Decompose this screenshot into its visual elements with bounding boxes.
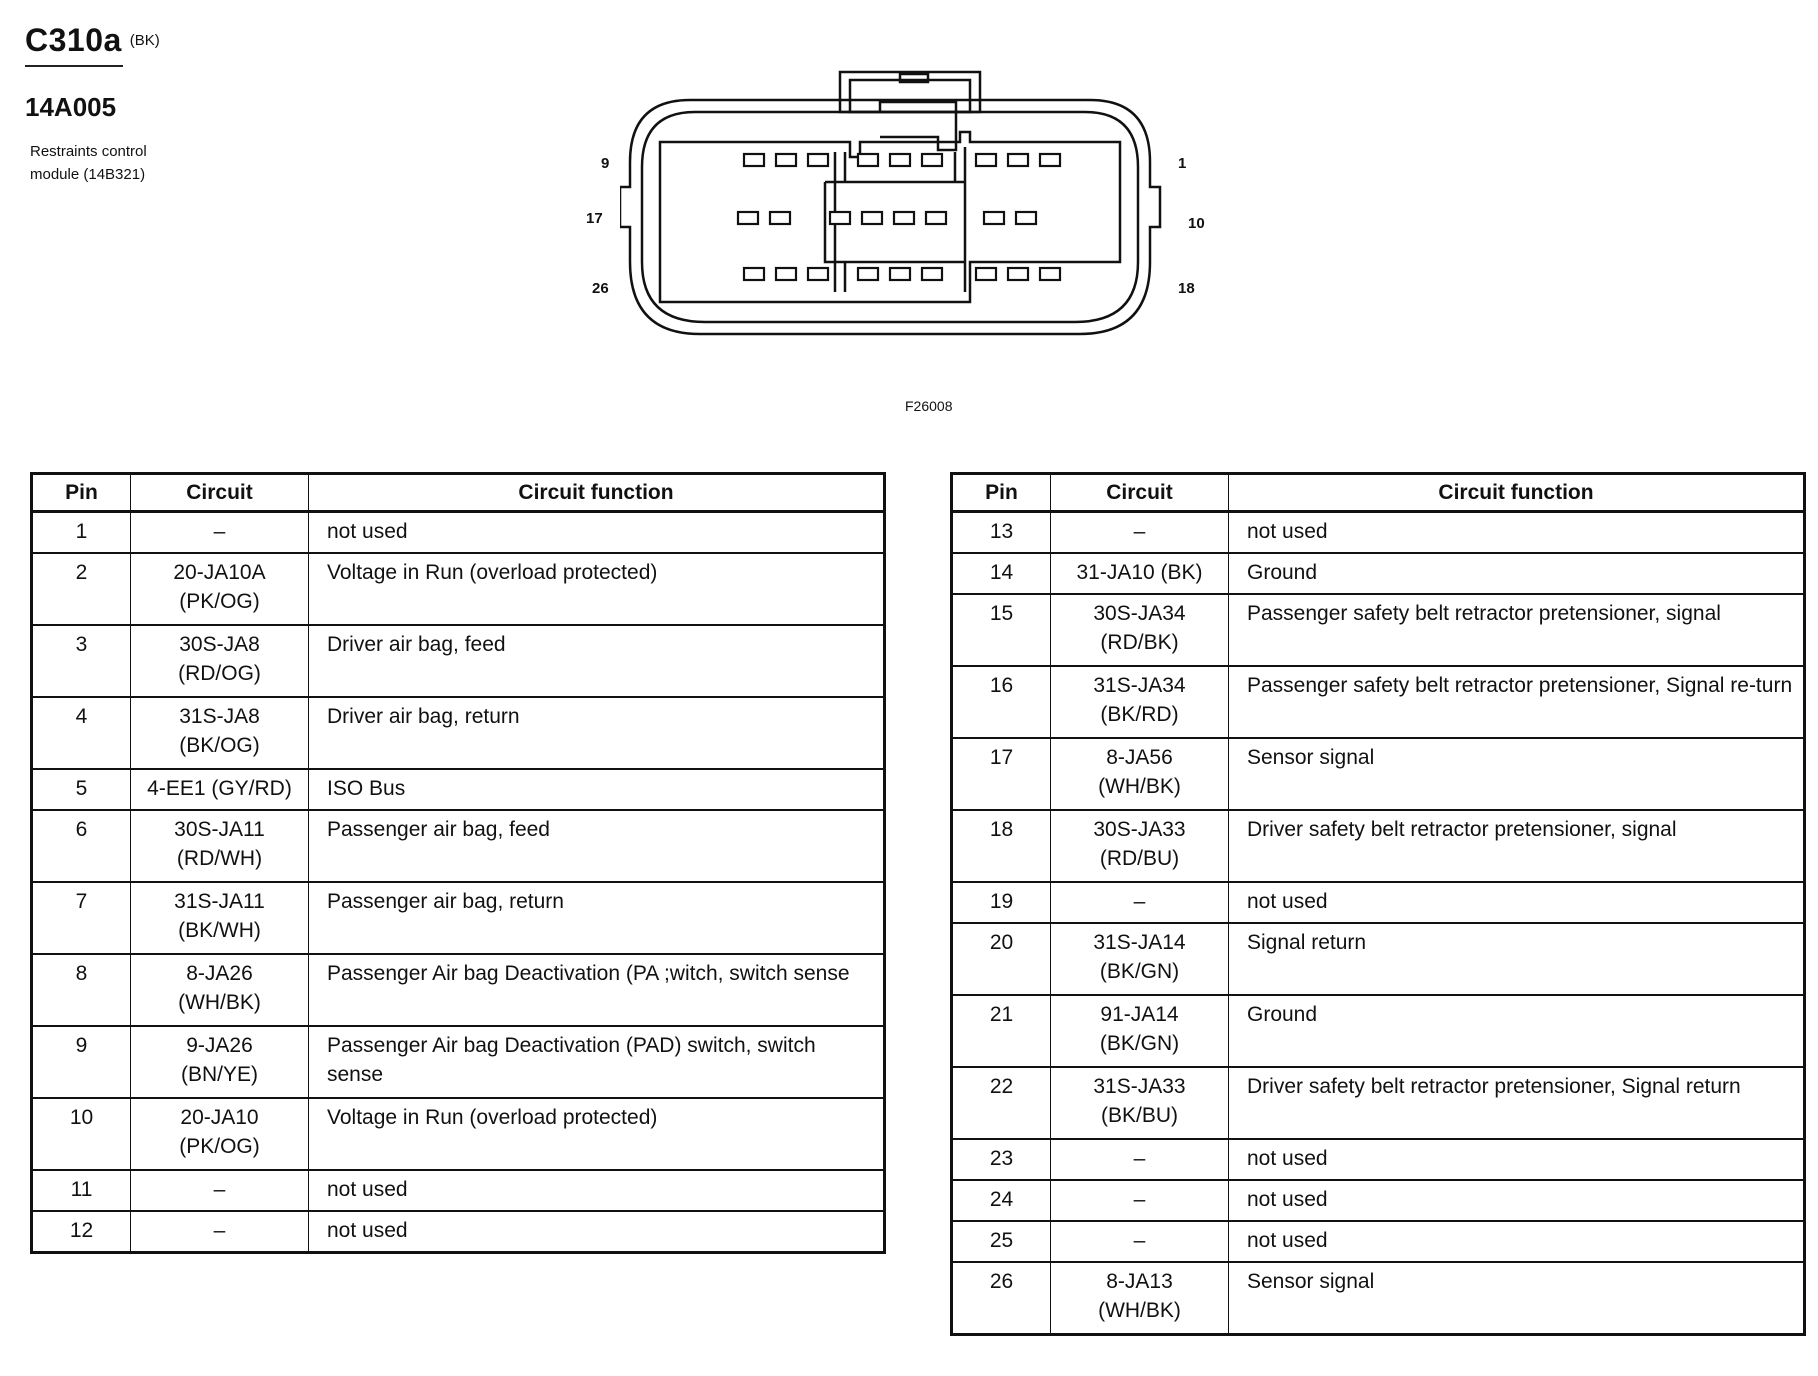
function-cell: Passenger safety belt retractor pretensioner, signal xyxy=(1229,594,1805,666)
table-row xyxy=(32,697,885,769)
title-underline xyxy=(25,65,123,67)
pin-cell: 5 xyxy=(32,769,131,810)
table-row xyxy=(952,1139,1805,1180)
circuit-cell: – xyxy=(131,512,309,554)
pin-cell: 4 xyxy=(32,697,131,769)
pin-cell: 3 xyxy=(32,625,131,697)
table-row xyxy=(952,1221,1805,1262)
pin-cell: 8 xyxy=(32,954,131,1026)
circuit-cell: – xyxy=(1051,512,1229,554)
pin-cell: 18 xyxy=(952,810,1051,882)
circuit-cell: 8-JA56 (WH/BK) xyxy=(1051,738,1229,810)
function-cell: not used xyxy=(1229,1221,1805,1262)
pin-label-17: 17 xyxy=(586,210,603,227)
table-row xyxy=(32,954,885,1026)
circuit-cell: – xyxy=(1051,1180,1229,1221)
circuit-cell: 31S-JA8 (BK/OG) xyxy=(131,697,309,769)
circuit-cell: 9-JA26 (BN/YE) xyxy=(131,1026,309,1098)
pin-cell: 7 xyxy=(32,882,131,954)
latch-inner xyxy=(850,80,970,112)
pin-cell: 6 xyxy=(32,810,131,882)
circuit-cell: – xyxy=(1051,1221,1229,1262)
function-cell: Signal return xyxy=(1229,923,1805,995)
connector-outer-shell xyxy=(620,100,1160,334)
function-cell: not used xyxy=(1229,1139,1805,1180)
function-cell: Sensor signal xyxy=(1229,738,1805,810)
circuit-cell: 31-JA10 (BK) xyxy=(1051,553,1229,594)
circuit-cell: 30S-JA34 (RD/BK) xyxy=(1051,594,1229,666)
table-header-row xyxy=(952,474,1805,512)
table-row xyxy=(32,882,885,954)
circuit-cell: 31S-JA11 (BK/WH) xyxy=(131,882,309,954)
pin-cell: 13 xyxy=(952,512,1051,554)
function-cell: Passenger Air bag Deactivation (PAD) switch, switch sense xyxy=(309,1026,885,1098)
latch-outer xyxy=(840,72,980,112)
pinout-table-right xyxy=(950,472,1806,1336)
function-cell: Passenger Air bag Deactivation (PA ;witch, switch sense xyxy=(309,954,885,1026)
connector-title-block xyxy=(25,22,160,67)
circuit-cell: – xyxy=(1051,882,1229,923)
table-row xyxy=(32,1170,885,1211)
pin-cell: 15 xyxy=(952,594,1051,666)
table-row xyxy=(952,882,1805,923)
pin-cell: 21 xyxy=(952,995,1051,1067)
function-cell: not used xyxy=(309,1170,885,1211)
circuit-cell: 20-JA10 (PK/OG) xyxy=(131,1098,309,1170)
pin-cell: 22 xyxy=(952,1067,1051,1139)
function-cell: Passenger safety belt retractor pretensioner, Signal re-turn xyxy=(1229,666,1805,738)
function-cell: Passenger air bag, feed xyxy=(309,810,885,882)
connector-inner-shell xyxy=(642,112,1138,322)
table-row xyxy=(952,553,1805,594)
pin-label-26: 26 xyxy=(592,280,609,297)
function-cell: Driver air bag, return xyxy=(309,697,885,769)
circuit-cell: 31S-JA33 (BK/BU) xyxy=(1051,1067,1229,1139)
table-row xyxy=(32,625,885,697)
description-line-1: Restraints control xyxy=(30,143,147,160)
circuit-cell: 20-JA10A (PK/OG) xyxy=(131,553,309,625)
circuit-cell: 30S-JA8 (RD/OG) xyxy=(131,625,309,697)
table-row xyxy=(32,769,885,810)
table-row xyxy=(952,923,1805,995)
table-row xyxy=(32,810,885,882)
table-row xyxy=(32,1098,885,1170)
pin-label-9: 9 xyxy=(601,155,610,172)
pinout-table-left xyxy=(30,472,886,1254)
connector-color: (BK) xyxy=(129,31,160,49)
col-header-pin: Pin xyxy=(32,474,131,512)
col-header-circuit: Circuit xyxy=(131,474,309,512)
module-description xyxy=(30,140,220,186)
table-row xyxy=(32,512,885,554)
pin-cell: 11 xyxy=(32,1170,131,1211)
circuit-cell: 31S-JA34 (BK/RD) xyxy=(1051,666,1229,738)
circuit-cell: – xyxy=(131,1170,309,1211)
col-header-function: Circuit function xyxy=(309,474,885,512)
pin-cell: 19 xyxy=(952,882,1051,923)
pin-cell: 10 xyxy=(32,1098,131,1170)
pin-label-18: 18 xyxy=(1178,280,1195,297)
function-cell: Voltage in Run (overload protected) xyxy=(309,553,885,625)
pin-label-10: 10 xyxy=(1188,215,1205,232)
function-cell: Voltage in Run (overload protected) xyxy=(309,1098,885,1170)
circuit-cell: 30S-JA33 (RD/BU) xyxy=(1051,810,1229,882)
pin-cell: 9 xyxy=(32,1026,131,1098)
circuit-cell: – xyxy=(1051,1139,1229,1180)
table-row xyxy=(952,512,1805,554)
circuit-cell: 8-JA13 (WH/BK) xyxy=(1051,1262,1229,1334)
function-cell: Sensor signal xyxy=(1229,1262,1805,1334)
pin-cell: 20 xyxy=(952,923,1051,995)
col-header-circuit: Circuit xyxy=(1051,474,1229,512)
function-cell: not used xyxy=(309,1211,885,1253)
function-cell: ISO Bus xyxy=(309,769,885,810)
table-row xyxy=(952,995,1805,1067)
pin-cell: 25 xyxy=(952,1221,1051,1262)
function-cell: not used xyxy=(309,512,885,554)
pin-label-1: 1 xyxy=(1178,155,1187,172)
table-row xyxy=(32,1026,885,1098)
table-row xyxy=(952,1262,1805,1334)
pin-cell: 2 xyxy=(32,553,131,625)
connector-face-diagram xyxy=(620,62,1200,352)
col-header-function: Circuit function xyxy=(1229,474,1805,512)
table-row xyxy=(952,1067,1805,1139)
part-number: 14A005 xyxy=(25,92,117,122)
function-cell: Ground xyxy=(1229,553,1805,594)
connector-id: C310a xyxy=(25,22,122,58)
function-cell: not used xyxy=(1229,882,1805,923)
circuit-cell: – xyxy=(131,1211,309,1253)
table-row xyxy=(952,1180,1805,1221)
function-cell: Driver safety belt retractor pretensioner, Signal return xyxy=(1229,1067,1805,1139)
pin-cell: 12 xyxy=(32,1211,131,1253)
table-row xyxy=(952,810,1805,882)
table-row xyxy=(952,738,1805,810)
table-row xyxy=(32,553,885,625)
table-header-row xyxy=(32,474,885,512)
table-body-right xyxy=(952,512,1805,1335)
table-row xyxy=(32,1211,885,1253)
function-cell: Ground xyxy=(1229,995,1805,1067)
pin-cell: 17 xyxy=(952,738,1051,810)
pin-cell: 23 xyxy=(952,1139,1051,1180)
table-row xyxy=(952,666,1805,738)
circuit-cell: 30S-JA11 (RD/WH) xyxy=(131,810,309,882)
latch-tab xyxy=(900,74,928,82)
pin-cell: 26 xyxy=(952,1262,1051,1334)
circuit-cell: 91-JA14 (BK/GN) xyxy=(1051,995,1229,1067)
function-cell: Passenger air bag, return xyxy=(309,882,885,954)
table-row xyxy=(952,594,1805,666)
pin-cell: 14 xyxy=(952,553,1051,594)
figure-id: F26008 xyxy=(905,398,953,414)
function-cell: not used xyxy=(1229,1180,1805,1221)
function-cell: Driver safety belt retractor pretensioner, signal xyxy=(1229,810,1805,882)
pin-cell: 24 xyxy=(952,1180,1051,1221)
circuit-cell: 8-JA26 (WH/BK) xyxy=(131,954,309,1026)
description-line-2: module (14B321) xyxy=(30,166,146,183)
function-cell: Driver air bag, feed xyxy=(309,625,885,697)
col-header-pin: Pin xyxy=(952,474,1051,512)
circuit-cell: 4-EE1 (GY/RD) xyxy=(131,769,309,810)
table-body-left xyxy=(32,512,885,1253)
function-cell: not used xyxy=(1229,512,1805,554)
circuit-cell: 31S-JA14 (BK/GN) xyxy=(1051,923,1229,995)
pin-cell: 1 xyxy=(32,512,131,554)
pin-cell: 16 xyxy=(952,666,1051,738)
